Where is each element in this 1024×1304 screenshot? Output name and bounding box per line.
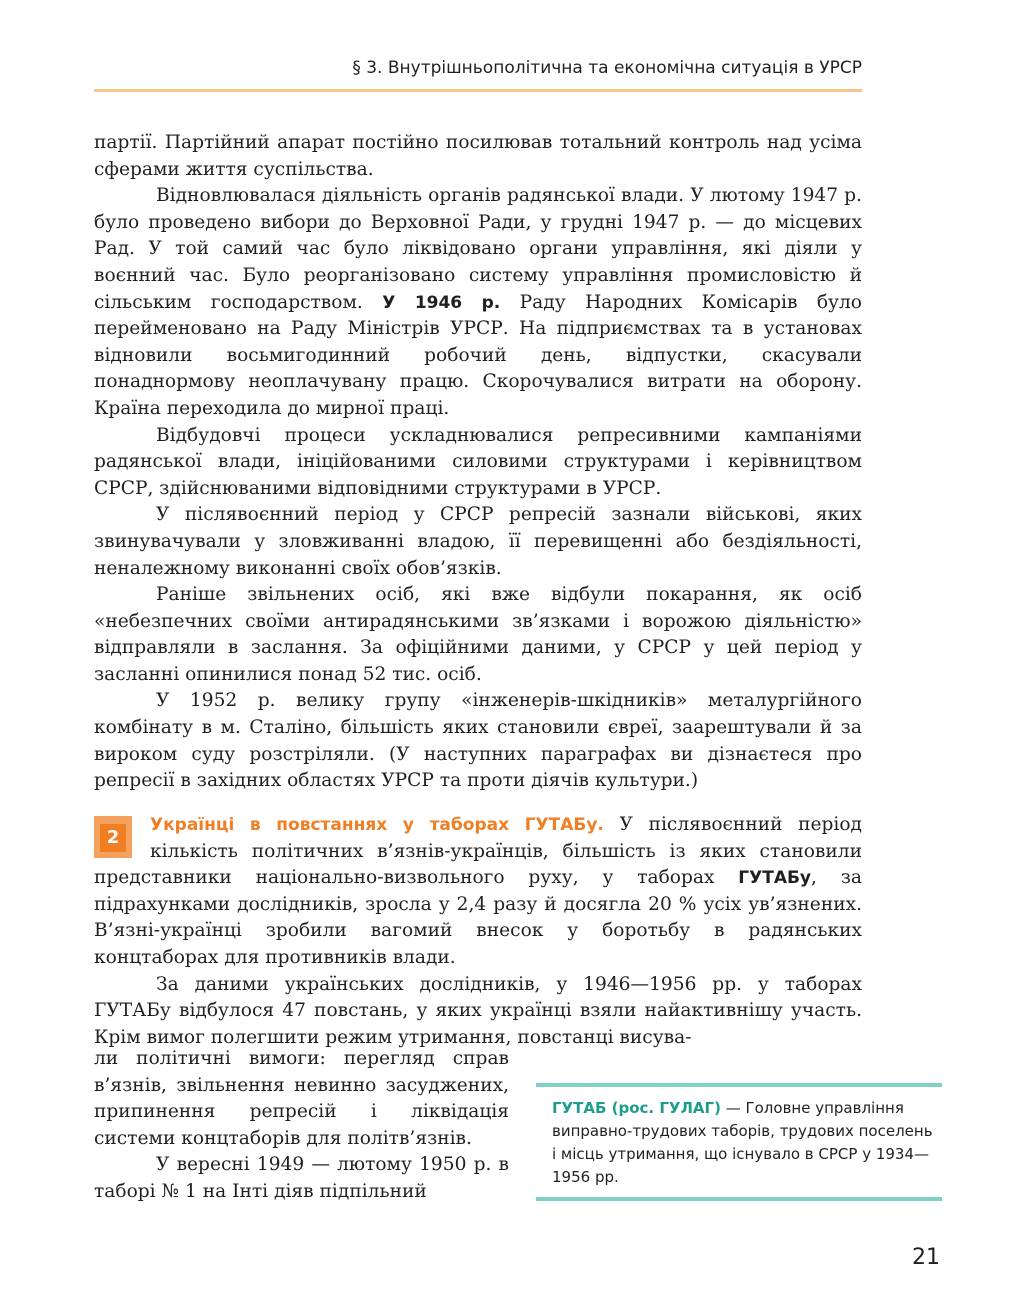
paragraph-1: партії. Партійний апарат постійно посилював тотальний контроль над усіма сферами життя суспільства.: [94, 132, 862, 180]
term-highlight: ГУТАБу: [738, 868, 812, 889]
narrow-column-text: [94, 1046, 509, 1206]
glossary-top-rule: [536, 1083, 942, 1087]
running-header: § 3. Внутрішньополітична та економічна ситуація в УРСР: [352, 58, 862, 78]
paragraph-3: Відбудовчі процеси ускладнювалися репресивними кампаніями радянської влади, ініційованими силовими структурами і керівництвом СРСР, здійснюваними відповідними структурами в УРСР.: [94, 424, 862, 499]
date-highlight: У 1946 р.: [382, 292, 501, 313]
section-2-text-a: У післявоєнний період кількість політичних в’язнів-українців, більшість із яких становили представники національно-визвольного руху, у таборах: [94, 814, 863, 889]
paragraph-2: [94, 183, 862, 422]
section-2-paragraph-1: [94, 812, 862, 972]
paragraph-2-text-a: Відновлювалася діяльність органів радянської влади. У лютому 1947 р. було проведено вибори до Верховної Ради, у грудні 1947 р. — до місцевих Рад. У той самий час було ліквідовано органи управління, які діяли у воєнний час. Було реорганізовано систему управління промисловістю й сільським господарством.: [94, 185, 862, 313]
paragraph-2-text-b: Раду Народних Комісарів було перейменовано на Раду Міністрів УРСР. На підприємствах та в установах відновили восьмигодинний робочий день, відпустки, скасували понаднормову неоплачувану працю. Скорочувалися витрати на оборону. Країна переходила до мирної праці.: [94, 291, 862, 419]
paragraph-4: У післявоєнний період у СРСР репресій зазнали військові, яких звинувачували у зловживанні владою, її перевищенні або бездіяльності, неналежному виконанні своїх обов’язків.: [94, 504, 862, 579]
main-text: [94, 130, 862, 795]
page-number: 21: [912, 1245, 940, 1270]
glossary-bottom-rule: [536, 1197, 942, 1201]
glossary-box: [552, 1097, 940, 1189]
section-2-paragraph-2: За даними українських дослідників, у 1946—1956 рр. у таборах ГУТАБу відбулося 47 повстань, у яких українці взяли найактивнішу участь. Крім вимог полегшити режим утримання, повстанці висува-: [94, 973, 862, 1048]
header-divider: [94, 89, 862, 92]
section-2-paragraph-4: У вересні 1949 — лютому 1950 р. в таборі № 1 на Інті діяв підпільний: [94, 1154, 509, 1202]
section-title: Українці в повстаннях у таборах ГУТАБу.: [150, 815, 604, 835]
paragraph-5: Раніше звільнених осіб, які вже відбули покарання, як осіб «небезпечних своїми антирадянськими зв’язками і ворожою діяльністю» відправляли в заслання. За офіційними даними, у СРСР у цей період у засланні опинилися понад 52 тис. осіб.: [94, 584, 862, 685]
section-2-paragraph-3: ли політичні вимоги: перегляд справ в’язнів, звільнення невинно засуджених, припинення репресій і ліквідація системи концтаборів для політв’язнів.: [94, 1048, 509, 1149]
paragraph-6: У 1952 р. велику групу «інженерів-шкідників» металургійного комбінату в м. Сталіно, більшість яких становили євреї, заарештували й за вироком суду розстріляли. (У наступних параграфах ви дізнаєтеся про репресії в західних областях УРСР та проти діячів культури.): [94, 690, 862, 792]
section-number: 2: [100, 824, 126, 852]
section-2: [94, 812, 862, 1051]
glossary-term: ГУТАБ (рос. ГУЛАГ): [552, 1099, 721, 1117]
section-number-badge: [94, 816, 132, 858]
section-2-text-b: , за підрахунками дослідників, зросла у 2,4 разу й досягла 20 % усіх ув’язнених. В’язні-українці зробили вагомий внесок у боротьбу в радянських концтаборах для противників влади.: [94, 867, 862, 968]
glossary-definition: — Головне управління виправно-трудових таборів, трудових поселень і місць утримання, що існувало в СРСР у 1934—1956 рр.: [552, 1099, 933, 1186]
